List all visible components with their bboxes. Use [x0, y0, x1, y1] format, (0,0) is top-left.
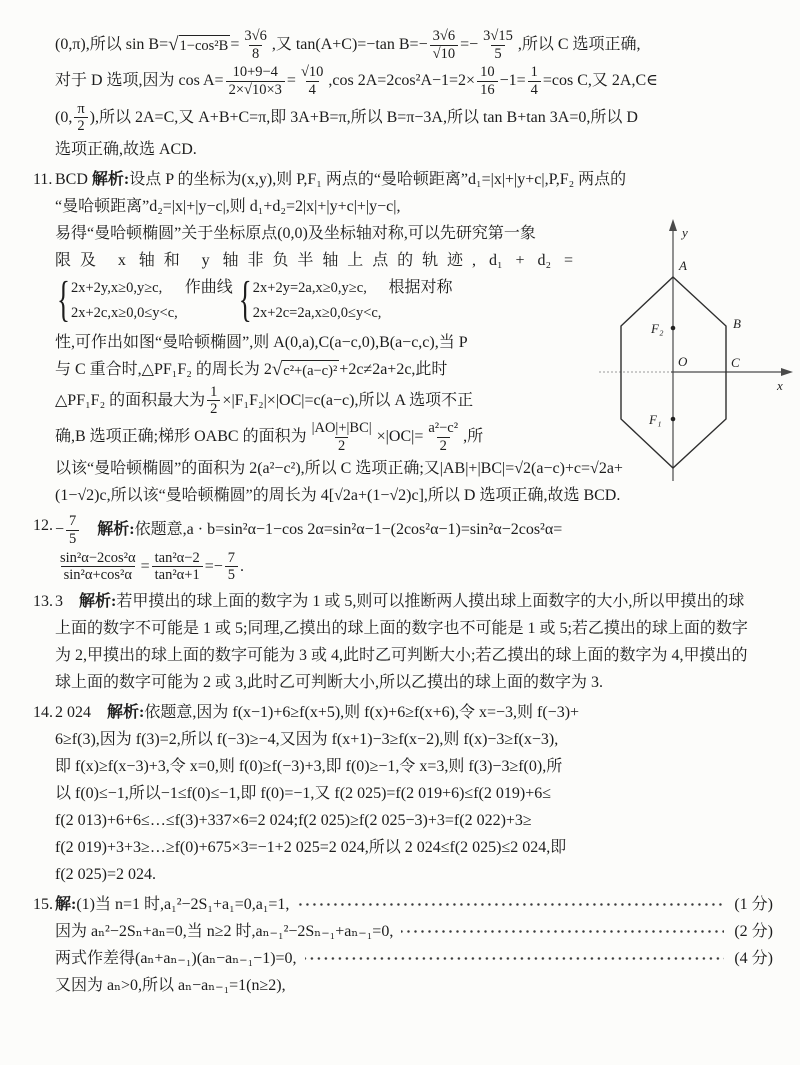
numerator: 3√6 [432, 28, 456, 44]
text-run: =− [204, 557, 223, 575]
numerator: 3√6 [244, 28, 267, 44]
radical [272, 360, 339, 381]
item-number: 15. [33, 896, 53, 914]
manhattan-ellipse-figure [597, 219, 795, 489]
numerator: √10 [300, 64, 324, 81]
case-system [63, 276, 178, 327]
numerator: 7 [227, 549, 235, 566]
text-run: ,cos 2A=2cos²A−1=2× [328, 72, 476, 90]
text-run: 为 2,甲摸出的球上面的数字可能为 3 或 4,此时乙可判断大小;若乙摸出的球上面的数字为 4,甲摸出的 [55, 647, 748, 665]
numerator: |AO|+|BC| [311, 420, 372, 437]
text-run: 确,B 选项正确;梯形 OABC 的面积为 [55, 427, 307, 445]
text-run: 易得“曼哈顿椭圆”关于坐标原点(0,0)及坐标轴对称,可以先研究第一象 [55, 225, 536, 243]
text-run: (0,π),所以 sin B= [55, 35, 169, 53]
fraction [309, 420, 375, 454]
radicand: c²+(a−c)² [282, 360, 339, 381]
denominator: tan²α+1 [152, 566, 203, 584]
item-number: 13. [33, 593, 53, 611]
fraction [430, 28, 458, 62]
text-run: 以 f(0)≤−1,所以−1≤f(0)≤−1,即 f(0)=−1,又 f(2 025)=f(2 019+6)≤f(2 019)+6≤ [55, 785, 552, 803]
denominator: 4 [528, 81, 541, 99]
denominator: 2 [207, 400, 220, 418]
vertex-B-label: B [733, 316, 741, 331]
text-run: ,所 [463, 427, 484, 445]
text-line [55, 27, 773, 63]
text-run: =− [460, 35, 479, 53]
text-line [55, 891, 773, 918]
denominator: √10 [430, 45, 458, 63]
text-run: 对于 D 选项,因为 cos A= [55, 72, 224, 90]
y-axis-label: y [682, 225, 688, 240]
dotted-leader [305, 956, 725, 961]
text-line [55, 136, 773, 163]
dotted-leader [297, 902, 724, 907]
fraction [241, 28, 269, 62]
text-line [55, 918, 773, 945]
text-run: = [140, 557, 150, 575]
bold-label: 解析: [97, 521, 135, 539]
solution-text [33, 27, 773, 999]
text-run: 6≥f(3),因为 f(3)=2,所以 f(−3)≥−4,又因为 f(x+1)−3≥f(x−2),则 f(x)−3≥f(x−3), [55, 731, 559, 749]
text-run: 以该“曼哈顿椭圆”的面积为 2(a²−c²),所以 C 选项正确;又|AB|+|BC|=√2(a−c)+c=√2a+ [55, 460, 623, 478]
text-run: f(2 013)+6+6≤…≤f(3)+337×6=2 024;f(2 025)≥f(2 025−3)+3=f(2 022)+3≥ [55, 812, 532, 830]
solution-block [33, 512, 773, 585]
denominator: sin²α+cos²α [61, 566, 135, 584]
text-line [55, 166, 773, 193]
focus-F2-dot [671, 326, 676, 331]
text-run: ,所以 C 选项正确, [517, 35, 641, 53]
fraction [477, 64, 498, 98]
text-run: ×|F₁F₂|×|OC|=c(a−c),所以 A 选项不正 [222, 391, 474, 409]
text-line [55, 356, 573, 383]
text-run: BCD [55, 171, 92, 189]
case-row: { 2x+2y=2a,x≥0,y≥c, [252, 280, 367, 297]
text-run: 2 024 [55, 704, 108, 722]
item-number: 14. [33, 704, 53, 722]
radical-sign: √ [168, 33, 179, 55]
numerator: 3√15 [483, 28, 513, 44]
bold-label: 解析: [107, 704, 145, 722]
solution-block [33, 27, 773, 163]
text-run: (0, [55, 108, 73, 126]
y-axis-arrow [669, 219, 677, 231]
text-line [55, 945, 773, 972]
fraction [66, 513, 79, 547]
numerator: 10+9−4 [232, 64, 278, 81]
numerator: 1 [530, 64, 538, 81]
text-line [55, 247, 573, 274]
text-line [55, 642, 773, 669]
denominator: 8 [249, 45, 262, 63]
text-line [55, 512, 773, 548]
solution-block [33, 699, 773, 888]
numerator: π [77, 100, 85, 117]
text-run [81, 521, 97, 538]
text-run: 设点 P 的坐标为(x,y),则 P,F₁ 两点的“曼哈顿距离”d₁=|x|+|y+c|,P,F₂ 两点的 [129, 171, 627, 189]
denominator: 2 [437, 437, 450, 455]
text-run: △PF₁F₂ 的面积最大为 [55, 391, 206, 409]
radicand: 1−cos²B [179, 35, 231, 56]
text-run: 即 f(x)≥f(x−3)+3,令 x=0,则 f(0)≥f(−3)+3,即 f(0)≥−1,令 x=3,则 f(3)−3≥f(0),所 [55, 758, 563, 776]
text-line [55, 100, 773, 136]
denominator: 2 [74, 117, 87, 135]
text-run: = [230, 35, 240, 53]
text-run: 依题意,因为 f(x−1)+6≥f(x+5),则 f(x)+6≥f(x+6),令 x=−3,则 f(−3)+ [144, 704, 580, 722]
text-run: 限及 x 轴和 y 轴非负半轴上点的轨迹, d₁ + d₂ = [55, 252, 573, 270]
focus-F1-label: F₁ [649, 412, 662, 427]
text-line [55, 549, 773, 585]
text-run: +2c≠2a+2c,此时 [339, 360, 448, 378]
text-line [55, 972, 773, 999]
text-line [55, 329, 573, 356]
case-row: 2x+2c=2a,x≥0,0≤y<c, [252, 305, 382, 322]
text-line [55, 861, 773, 888]
denominator: 4 [306, 81, 319, 99]
text-line [55, 588, 773, 615]
fraction [152, 550, 203, 584]
score-label: (2 分) [734, 923, 773, 941]
item-number: 12. [33, 517, 53, 535]
text-run: f(2 025)=2 024. [55, 866, 157, 884]
text-run: −1= [499, 72, 526, 90]
text-run: 因为 aₙ²−2Sₙ+aₙ=0,当 n≥2 时,aₙ₋₁²−2Sₙ₋₁+aₙ₋₁=0, [55, 923, 394, 941]
text-line [55, 753, 773, 780]
bold-label: 解析: [79, 593, 117, 611]
text-run: =cos C,又 2A,C∈ [542, 72, 658, 90]
bold-label: 解析: [91, 171, 130, 189]
radical-sign: √ [271, 358, 283, 380]
fraction [298, 64, 326, 98]
score-label: (1 分) [734, 896, 773, 914]
text-run: f(2 019)+3+3≥…≥f(0)+675×3=−1+2 025=2 024,所以 2 024≤f(2 025)≤2 024,即 [55, 839, 567, 857]
text-line [55, 419, 573, 455]
text-run: 性,可作出如图“曼哈顿椭圆”,则 A(0,a),C(a−c,0),B(a−c,c),当 P [55, 333, 468, 351]
vertex-C-label: C [731, 355, 740, 370]
text-line [55, 807, 773, 834]
fraction [57, 550, 139, 584]
text-run: 依题意,a · b=sin²α−1−cos 2α=sin²α−1−(2cos²α−1)=sin²α−2cos²α= [134, 521, 563, 539]
origin-label: O [678, 354, 688, 369]
fraction [207, 384, 220, 418]
text-line [55, 699, 773, 726]
numerator: a²−c² [428, 420, 459, 437]
text-run: 又因为 aₙ>0,所以 aₙ−aₙ₋₁=1(n≥2), [55, 977, 286, 995]
text-line [55, 780, 773, 807]
vertex-A-label: A [679, 258, 687, 273]
text-line [55, 834, 773, 861]
numerator: 1 [210, 383, 218, 400]
x-axis-label: x [777, 378, 783, 393]
solution-block [33, 891, 773, 999]
denominator: 16 [477, 81, 498, 99]
text-run: 根据对称 [384, 279, 453, 297]
numerator: tan²α−2 [154, 549, 200, 566]
text-line [55, 615, 773, 642]
text-line [55, 193, 573, 220]
fraction [425, 420, 461, 454]
text-run: 与 C 重合时,△PF₁F₂ 的周长为 2 [55, 360, 272, 378]
numerator: 10 [480, 64, 495, 81]
fraction [480, 28, 516, 62]
text-run: (1)当 n=1 时,a₁²−2S₁+a₁=0,a₁=1, [76, 896, 290, 914]
fraction [225, 550, 238, 584]
text-line [55, 383, 573, 419]
radical [168, 35, 230, 56]
bold-label: 解: [55, 896, 77, 914]
denominator: 2×√10×3 [226, 81, 285, 99]
case-row: 2x+2c,x≥0,0≤y<c, [71, 305, 178, 322]
fraction [528, 64, 541, 98]
dotted-leader [401, 929, 724, 934]
text-run: = [286, 72, 296, 90]
text-run: 两式作差得(aₙ+aₙ₋₁)(aₙ−aₙ₋₁−1)=0, [55, 950, 297, 968]
x-axis-arrow [781, 368, 793, 376]
numerator: sin²α−2cos²α [60, 549, 136, 566]
text-run: (1−√2)c,所以该“曼哈顿椭圆”的周长为 4[√2a+(1−√2)c],所以 D 选项正确,故选 BCD. [55, 487, 621, 505]
case-row: { 2x+2y,x≥0,y≥c, [71, 280, 163, 297]
case-system [245, 276, 382, 327]
text-run: . [240, 557, 244, 575]
text-run: ×|OC|= [376, 427, 424, 445]
denominator: 5 [491, 45, 504, 63]
text-line [55, 726, 773, 753]
text-run: 选项正确,故选 ACD. [55, 141, 197, 159]
text-run: 3 [55, 593, 80, 611]
text-line [55, 669, 773, 696]
solution-block [33, 588, 773, 696]
numerator: 7 [69, 513, 77, 530]
text-run: “曼哈顿距离”d₂=|x|+|y−c|,则 d₁+d₂=2|x|+|y+c|+|y−c|, [55, 198, 401, 216]
text-line [55, 220, 573, 247]
fraction [74, 101, 87, 135]
focus-F2-label: F₂ [651, 321, 664, 336]
fraction [226, 64, 285, 98]
text-run: ),所以 2A=C,又 A+B+C=π,即 3A+B=π,所以 B=π−3A,所以 tan B+tan 3A=0,所以 D [89, 108, 638, 126]
score-label: (4 分) [734, 950, 773, 968]
denominator: 5 [66, 530, 79, 548]
denominator: 2 [335, 437, 348, 455]
text-run: ,又 tan(A+C)=−tan B=− [271, 35, 428, 53]
text-run: 作曲线 [180, 279, 237, 297]
denominator: 5 [225, 566, 238, 584]
text-run: 上面的数字不可能是 1 或 5;同理,乙摸出的球上面的数字也不可能是 1 或 5;若乙摸出的球上面的数字 [55, 620, 748, 638]
focus-F1-dot [671, 417, 676, 422]
item-number: 11. [33, 171, 53, 189]
text-run: 球上面的数字可能为 2 或 3,此时乙可判断大小,所以乙摸出的球上面的数字为 3. [55, 674, 604, 692]
text-line [55, 63, 773, 99]
text-run: 若甲摸出的球上面的数字为 1 或 5,则可以推断两人摸出球上面数字的大小,所以甲摸出的球 [116, 593, 745, 611]
text-line [55, 274, 573, 329]
text-run: − [55, 521, 65, 539]
